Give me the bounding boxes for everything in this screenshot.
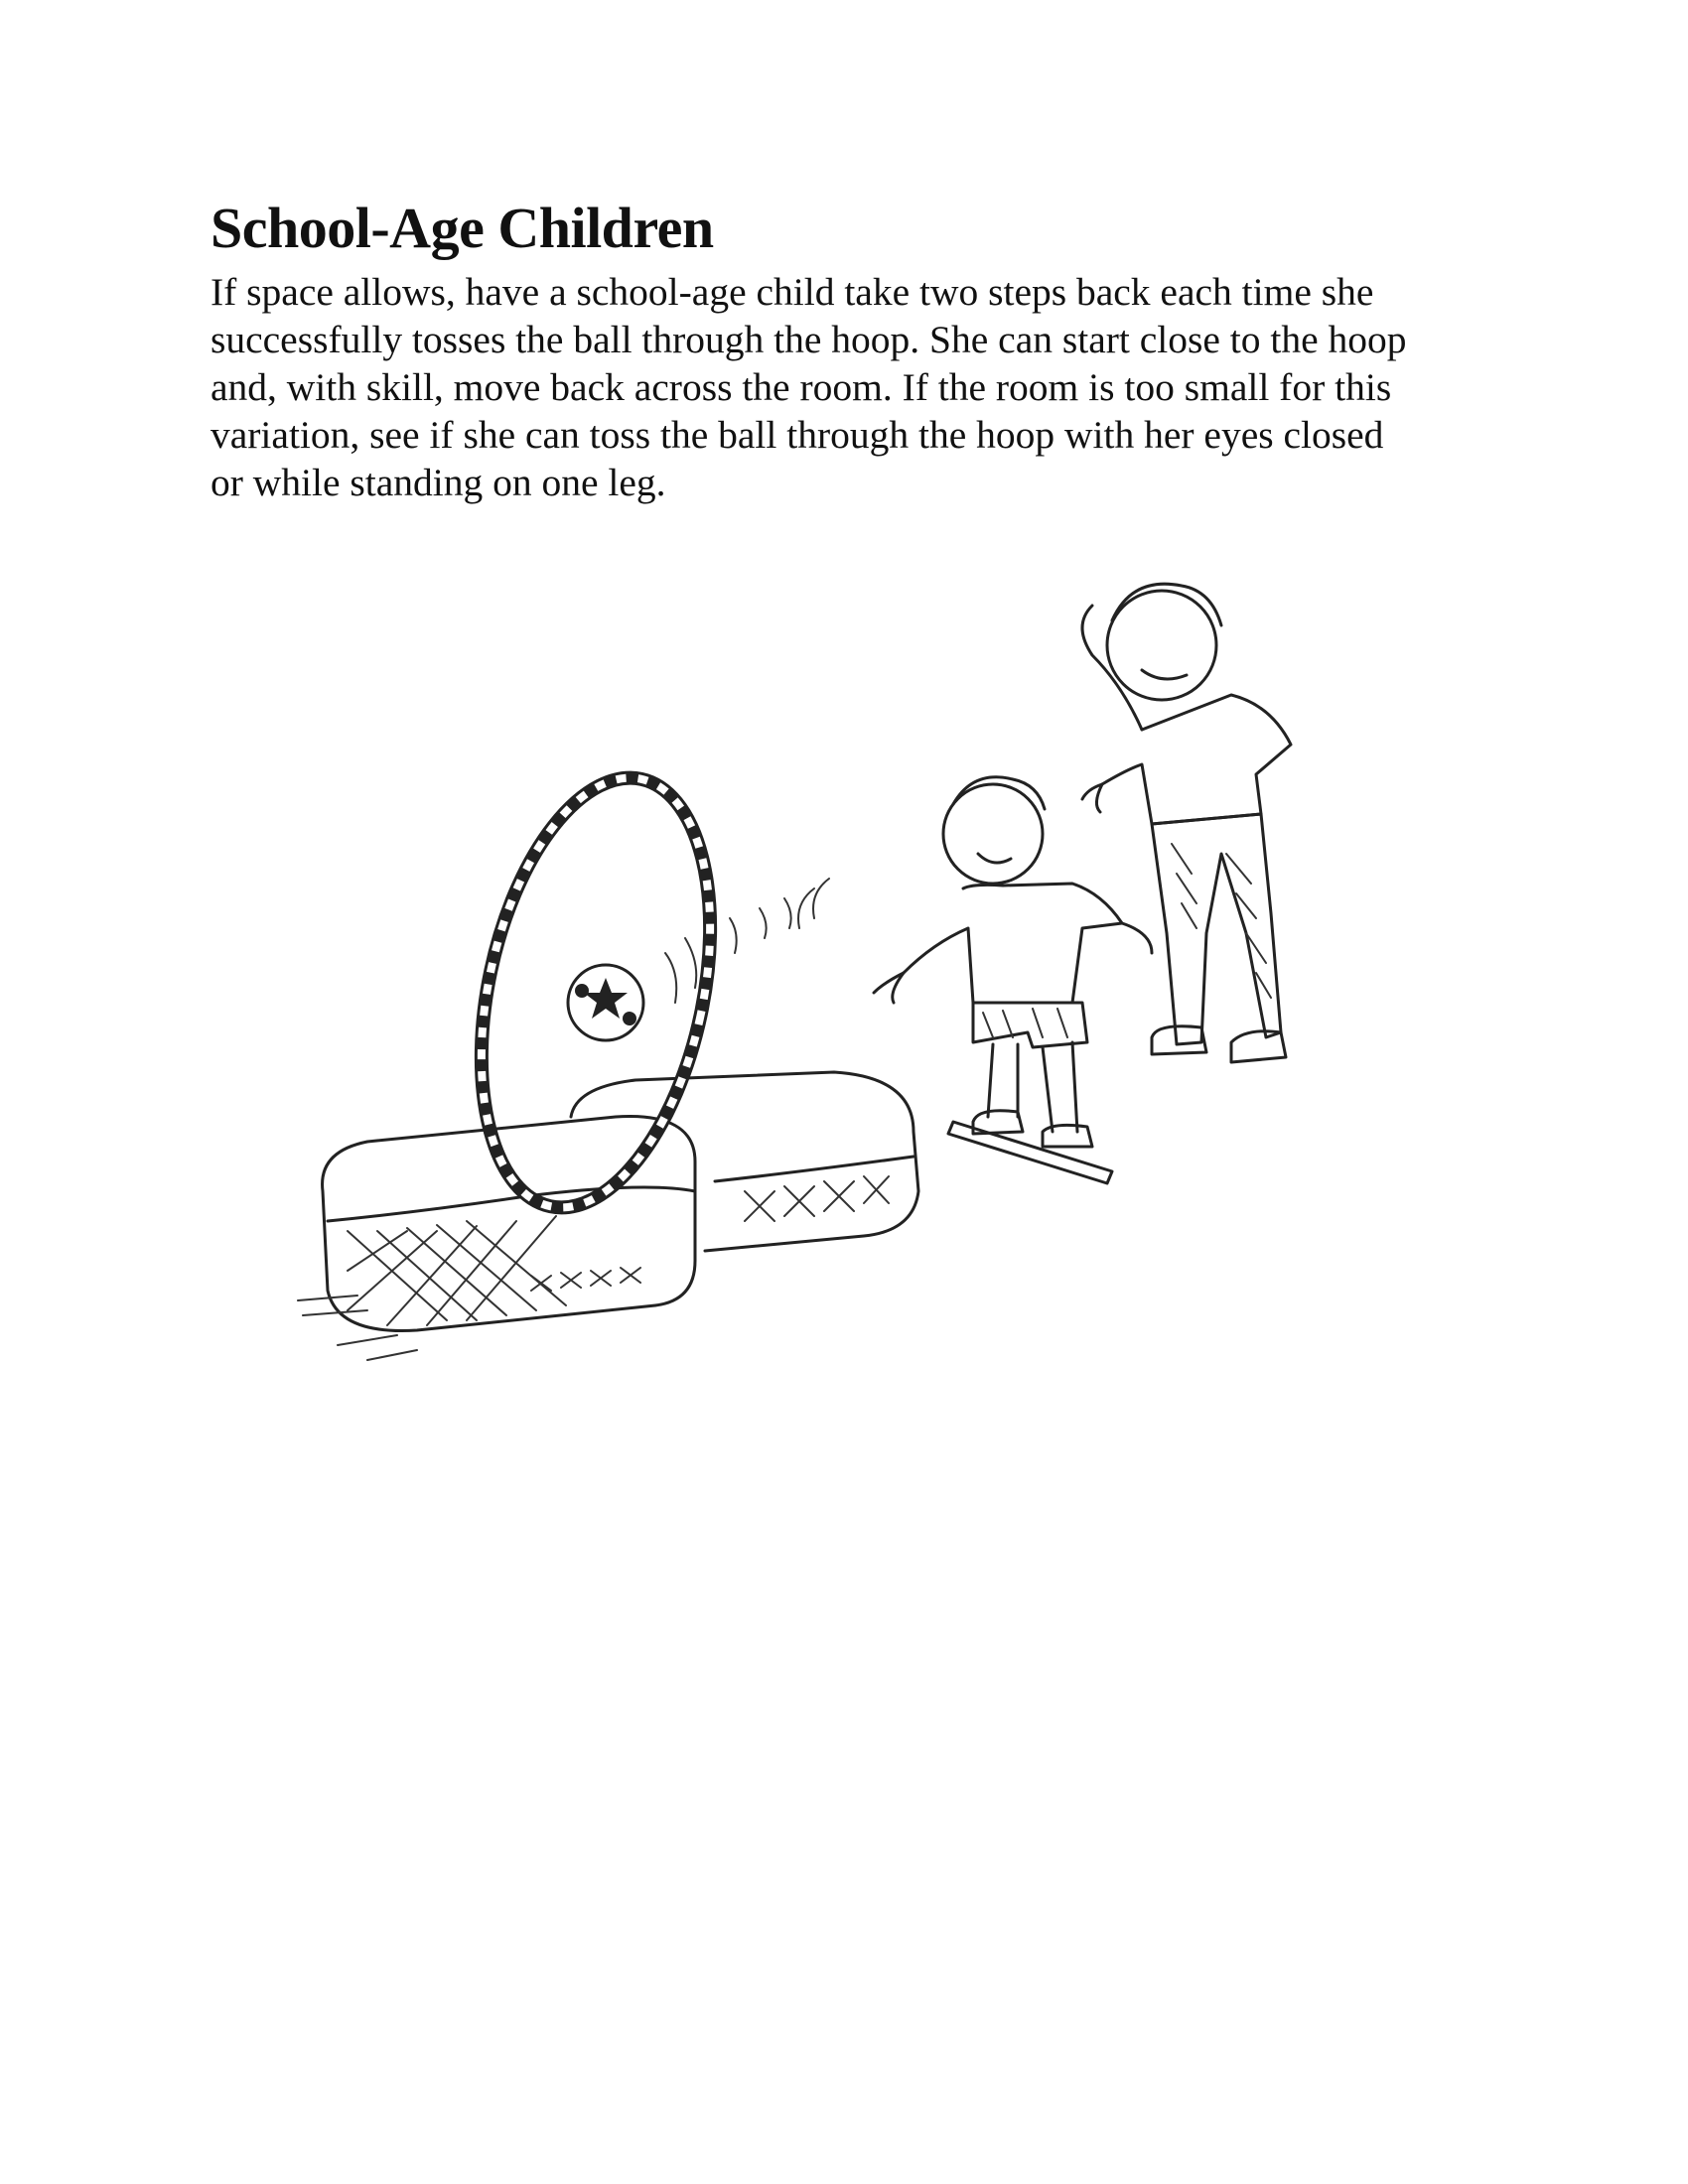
section-heading: School-Age Children <box>211 196 714 260</box>
right-cushion <box>571 1072 918 1251</box>
older-child-figure <box>1082 584 1291 1062</box>
children-tossing-ball-illustration <box>278 536 1410 1410</box>
body-paragraph: If space allows, have a school-age child take two steps back each time she successfully tosses the ball through the hoop. She can start close to the hoop and, with skill, move back across the room. If the room is too small for this variation, see if she can toss the ball through the hoop with her eyes closed or while standing on one leg. <box>211 270 1407 504</box>
small-child-figure <box>874 777 1152 1147</box>
